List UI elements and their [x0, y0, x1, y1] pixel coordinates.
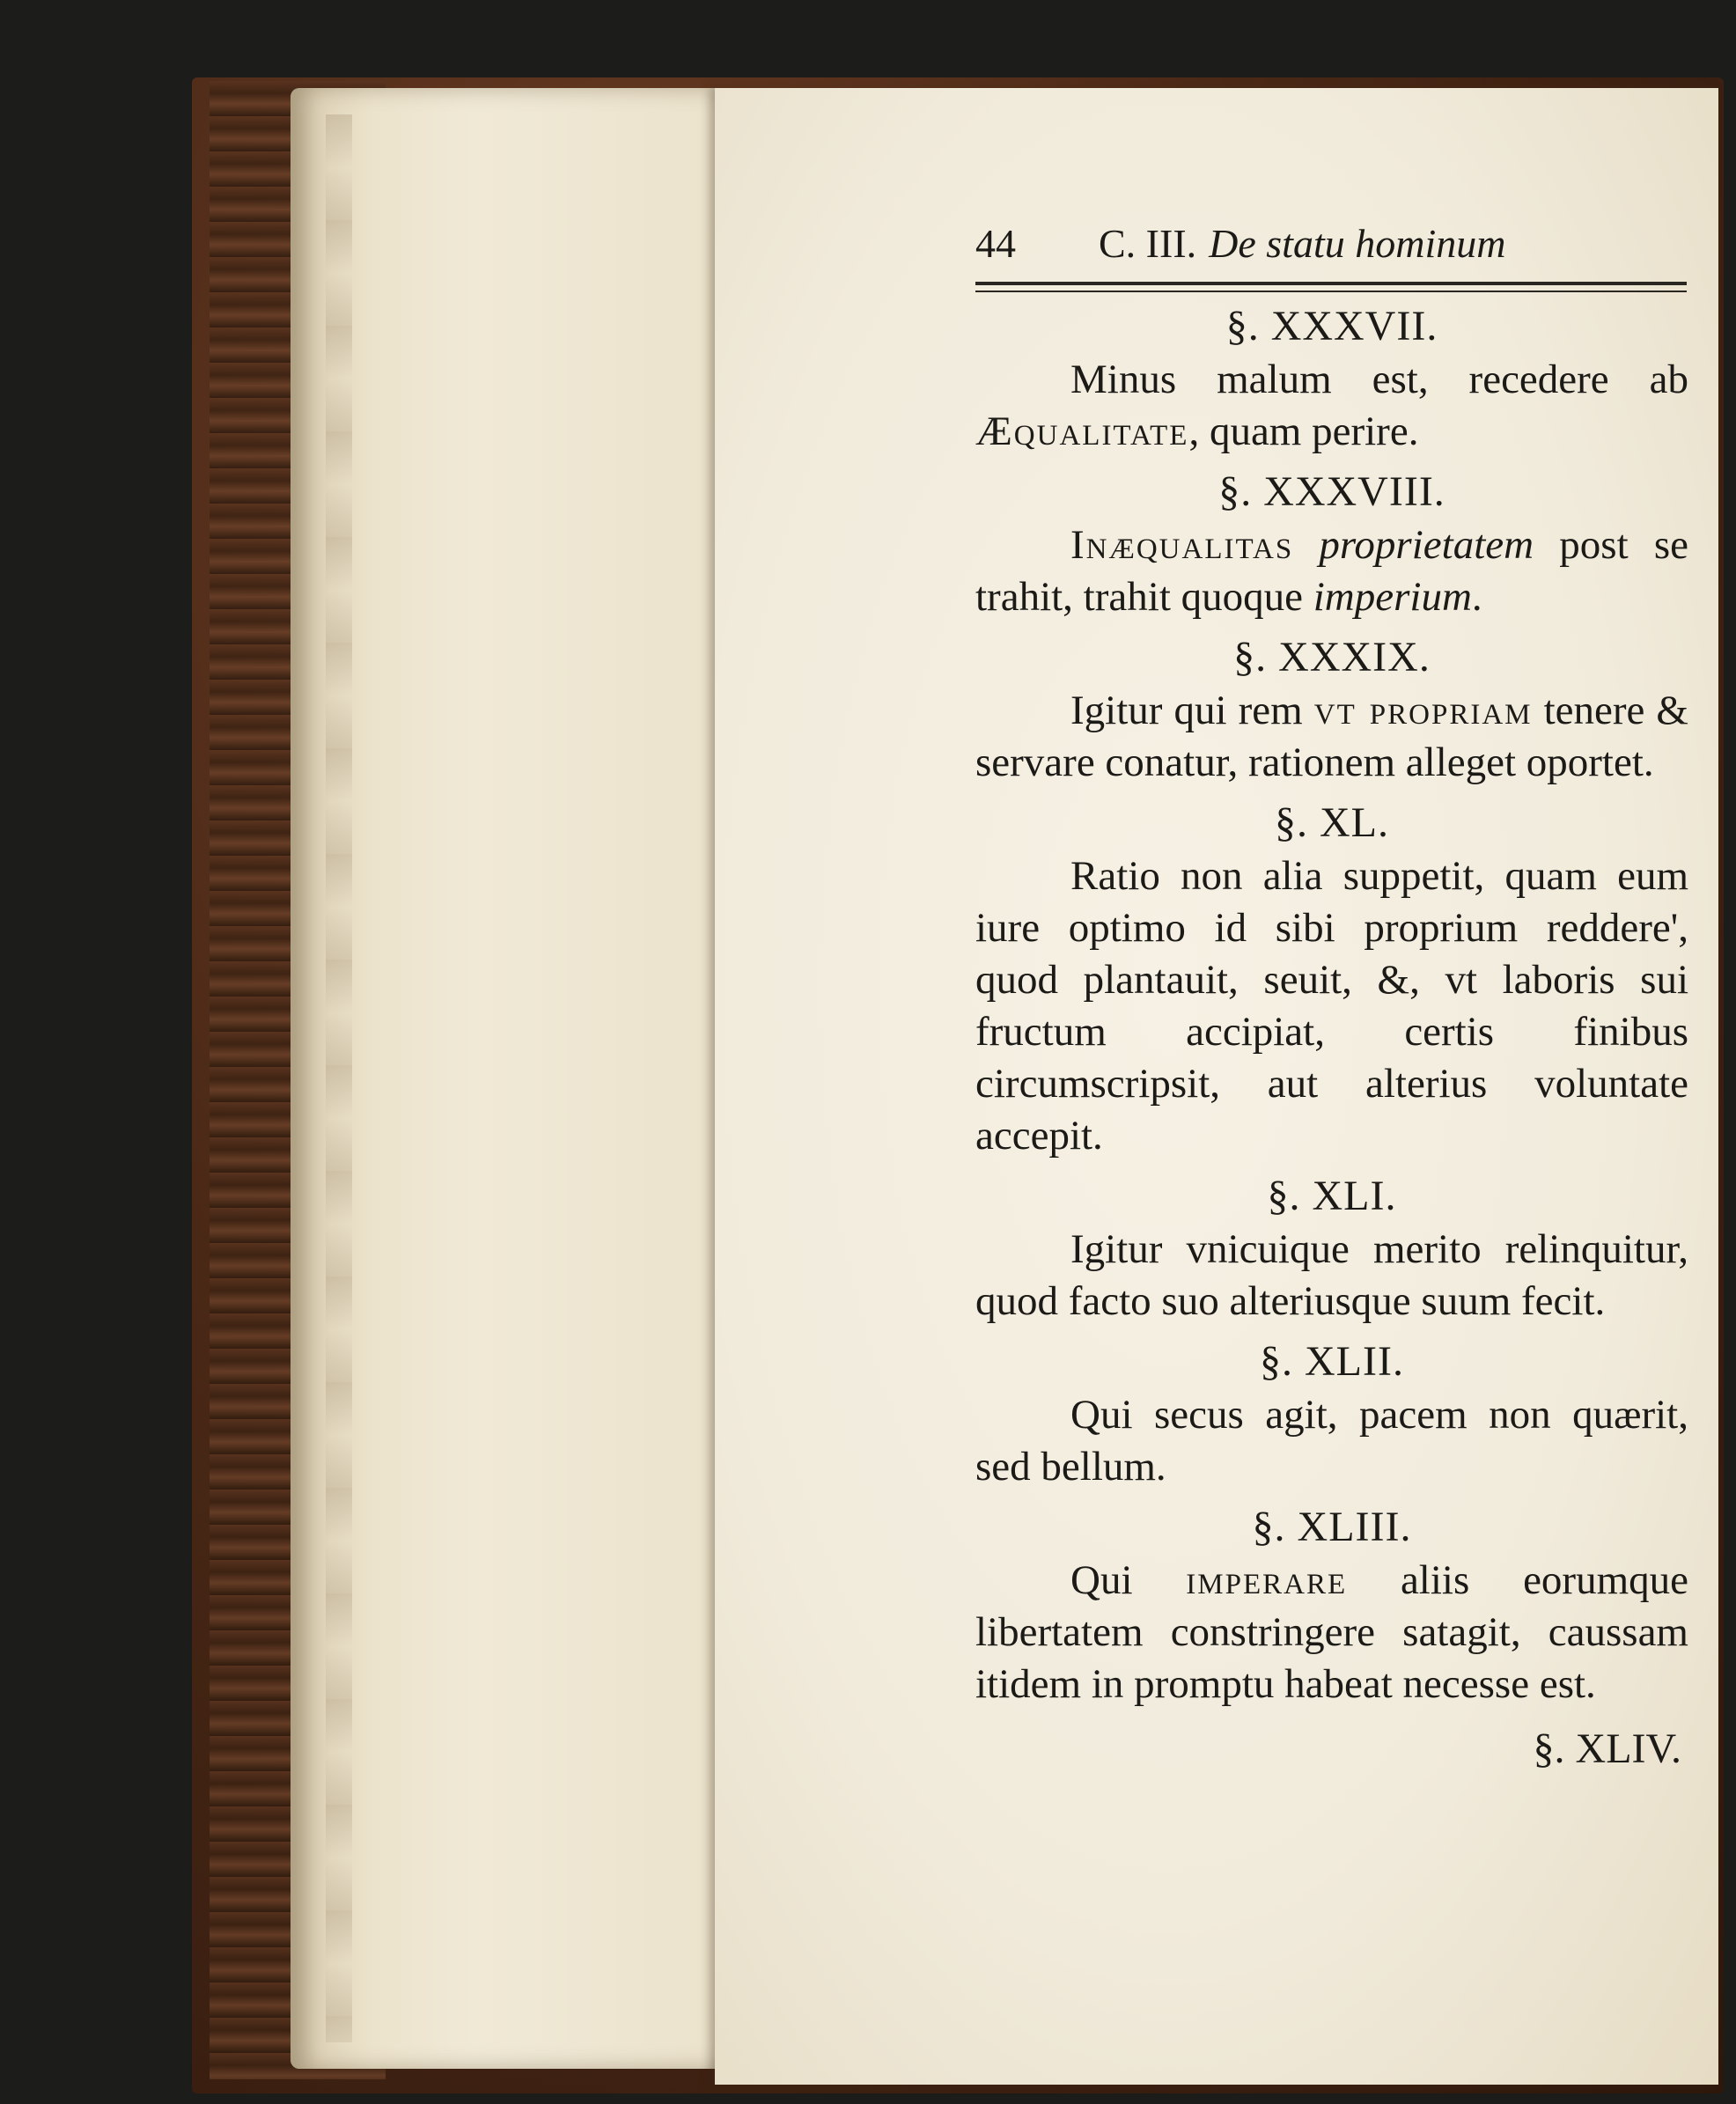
section-number: §. XLI.	[1267, 1173, 1397, 1219]
paragraph-text: post se trahit, trahit quoque	[975, 522, 1689, 620]
section-paragraph	[975, 850, 1688, 1162]
paragraph-text: imperium	[1313, 574, 1472, 620]
left-page-stack	[291, 88, 751, 2069]
section-number: §. XLII.	[1260, 1338, 1404, 1385]
section-paragraph	[975, 519, 1688, 623]
catchword: §. XLIV.	[1533, 1725, 1681, 1772]
section-number: §. XL.	[1275, 799, 1389, 846]
running-head	[975, 220, 1688, 271]
sections-container	[975, 299, 1688, 1710]
paragraph-text: Qui	[1070, 1557, 1187, 1603]
section-paragraph	[975, 1224, 1688, 1328]
paragraph-text: , quam perire.	[1188, 408, 1419, 454]
section-number: §. XXXVII.	[1225, 303, 1438, 349]
paragraph-text: aliis eorumque libertatem constringere satagit, caussam itidem in promptu habeat necesse est.	[975, 1557, 1688, 1707]
page-content	[975, 220, 1688, 1773]
page-number: 44	[975, 221, 1016, 266]
paragraph-text: Igitur vnicuique merito relinquitur, quod facto suo alteriusque suum fecit.	[975, 1226, 1688, 1324]
section-number: §. XXXVIII.	[1218, 468, 1445, 515]
paragraph-text: Ratio non alia suppetit, quam eum iure optimo id sibi proprium reddere', quod plantauit, seuit, &, vt laboris sui fructum accipiat, certis finibus circumscripsit, aut alterius voluntate accepit.	[975, 853, 1688, 1159]
section-number: §. XXXIX.	[1233, 634, 1431, 680]
header-rule	[975, 282, 1687, 292]
paragraph-text: proprietatem	[1319, 522, 1534, 568]
running-title: De statu hominum	[1209, 221, 1506, 266]
paragraph-text: imperare	[1186, 1557, 1348, 1603]
paragraph-text: Qui secus agit, pacem non quærit, sed bellum.	[975, 1392, 1688, 1490]
paragraph-text	[1293, 522, 1319, 568]
section-paragraph	[975, 1389, 1688, 1493]
paragraph-text: Æqualitate	[975, 408, 1189, 454]
section-paragraph	[975, 354, 1688, 458]
paragraph-text: Inæqualitas	[1070, 522, 1294, 568]
section-number: §. XLIII.	[1252, 1504, 1412, 1550]
chapter-label: C. III.	[1099, 221, 1197, 266]
section-paragraph	[975, 1555, 1688, 1710]
paragraph-text: tenere & servare conatur, rationem alleget oportet.	[975, 688, 1688, 785]
paragraph-text: Minus malum est, recedere ab	[1070, 357, 1688, 402]
paragraph-text: .	[1471, 574, 1482, 620]
paragraph-text: vt propriam	[1313, 688, 1533, 733]
section-paragraph	[975, 685, 1688, 789]
paragraph-text: Igitur qui rem	[1070, 688, 1314, 733]
